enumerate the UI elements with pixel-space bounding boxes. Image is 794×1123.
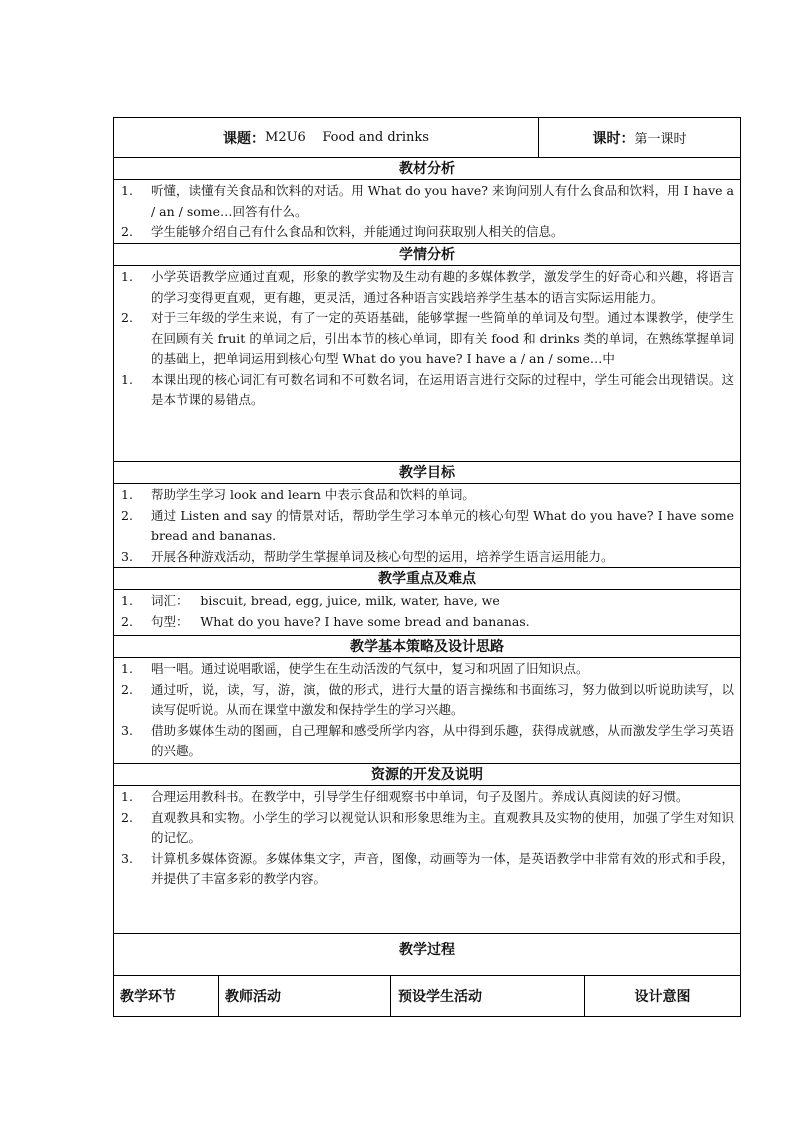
item-number: 1. bbox=[121, 487, 133, 502]
column-header-student: 预设学生活动 bbox=[391, 976, 585, 1016]
item-text: 借助多媒体生动的图画，自己理解和感受所学内容，从中得到乐趣，获得成就感，从而激发学生学习英语的兴趣。 bbox=[151, 722, 734, 758]
topic-label: 课题： bbox=[223, 130, 266, 147]
item-text: 小学英语教学应通过直观，形象的教学实物及生动有趣的多媒体教学，激发学生的好奇心和兴趣，将语言的学习变得更直观，更有趣，更灵活，通过各种语言实践培养学生基本的语言实际运用能力。 bbox=[151, 269, 734, 305]
item-text: 唱一唱。通过说唱歌谣，使学生在生动活泼的气氛中，复习和巩固了旧知识点。 bbox=[151, 661, 589, 676]
item-number: 2. bbox=[121, 224, 133, 239]
list-item bbox=[120, 181, 734, 222]
list-item bbox=[120, 267, 734, 308]
item-number: 1. bbox=[121, 593, 133, 608]
list-item bbox=[120, 612, 734, 633]
title-row bbox=[113, 117, 741, 157]
section-body bbox=[113, 785, 741, 933]
item-number: 1. bbox=[121, 789, 133, 804]
list-item bbox=[120, 787, 734, 808]
list-item bbox=[120, 370, 734, 411]
item-number: 2. bbox=[121, 681, 133, 697]
list-item bbox=[120, 721, 734, 762]
column-header-teacher: 教师活动 bbox=[219, 976, 391, 1016]
period-label: 课时： bbox=[592, 130, 635, 147]
section-body bbox=[113, 265, 741, 461]
section-body bbox=[113, 657, 741, 763]
topic-cell bbox=[114, 118, 539, 157]
item-text: 计算机多媒体资源。多媒体集文字，声音，图像，动画等为一体，是英语教学中非常有效的形式和手段，并提供了丰富多彩的教学内容。 bbox=[151, 850, 734, 886]
item-number: 3. bbox=[121, 548, 133, 564]
item-number: 1. bbox=[121, 183, 133, 198]
section-heading: 教学基本策略及设计思路 bbox=[113, 635, 741, 657]
period-cell bbox=[539, 118, 740, 157]
topic-value: M2U6 Food and drinks bbox=[265, 130, 429, 145]
item-text: 直观教具和实物。小学生的学习以视觉认识和形象思维为主。直观教具及实物的使用，加强了学生对知识的记忆。 bbox=[151, 809, 734, 845]
item-number: 1. bbox=[121, 371, 133, 387]
list-item bbox=[120, 506, 734, 547]
item-text: 学生能够介绍自己有什么食品和饮料，并能通过询问获取别人相关的信息。 bbox=[151, 224, 564, 239]
item-number: 1. bbox=[121, 661, 133, 676]
section-heading: 学情分析 bbox=[113, 243, 741, 265]
item-text: 句型： What do you have? I have some bread and bananas. bbox=[151, 613, 530, 629]
list-item bbox=[120, 222, 734, 243]
process-columns-row bbox=[113, 975, 741, 1017]
item-number: 3. bbox=[121, 722, 133, 738]
list-item bbox=[120, 485, 734, 506]
list-item bbox=[120, 308, 734, 370]
item-number: 1. bbox=[121, 269, 133, 284]
column-header-stage: 教学环节 bbox=[114, 976, 219, 1016]
lesson-plan-table bbox=[113, 117, 741, 1017]
item-text: 听懂，读懂有关食品和饮料的对话。用 What do you have? 来询问别人有什么食品和饮料，用 I have a / an / some…回答有什么。 bbox=[151, 183, 734, 219]
item-text: 帮助学生学习 look and learn 中表示食品和饮料的单词。 bbox=[151, 487, 475, 502]
item-number: 3. bbox=[121, 850, 133, 866]
list-item bbox=[120, 849, 734, 890]
list-item bbox=[120, 808, 734, 849]
period-value: 第一课时 bbox=[634, 132, 687, 147]
section-heading: 教材分析 bbox=[113, 157, 741, 179]
item-text: 通过 Listen and say 的情景对话，帮助学生学习本单元的核心句型 What do you have? I have some bread and bananas. bbox=[151, 507, 734, 543]
item-text: 开展各种游戏活动，帮助学生掌握单词及核心句型的运用，培养学生语言运用能力。 bbox=[151, 548, 614, 564]
section-body bbox=[113, 483, 741, 567]
list-item bbox=[120, 547, 734, 568]
section-heading: 教学目标 bbox=[113, 461, 741, 483]
item-number: 2. bbox=[121, 310, 133, 325]
item-number: 2. bbox=[121, 507, 133, 523]
list-item bbox=[120, 591, 734, 612]
column-header-intent: 设计意图 bbox=[634, 989, 691, 1005]
list-item bbox=[120, 680, 734, 721]
section-body bbox=[113, 179, 741, 243]
section-heading: 资源的开发及说明 bbox=[113, 763, 741, 785]
section-heading: 教学重点及难点 bbox=[113, 567, 741, 589]
item-text: 通过听，说，读，写，游，演，做的形式，进行大量的语言操练和书面练习，努力做到以听说助读写，以读写促听说。从而在课堂中激发和保持学生的学习兴趣。 bbox=[151, 681, 734, 717]
item-text: 本课出现的核心词汇有可数名词和不可数名词，在运用语言进行交际的过程中，学生可能会出现错误。这是本节课的易错点。 bbox=[151, 371, 734, 407]
section-body bbox=[113, 589, 741, 635]
process-heading: 教学过程 bbox=[113, 933, 741, 975]
list-item bbox=[120, 659, 734, 680]
item-number: 2. bbox=[121, 809, 133, 825]
item-text: 词汇： biscuit, bread, egg, juice, milk, water, have, we bbox=[151, 593, 500, 608]
item-number: 2. bbox=[121, 613, 133, 629]
item-text: 对于三年级的学生来说，有了一定的英语基础，能够掌握一些简单的单词及句型。通过本课教学，使学生在回顾有关 fruit 的单词之后，引出本节的核心单词，即有关 food 和 drinks 类的单词，在熟练掌握单词的基础上，把单词运用到核心句型 What do you have? I have a / an / some…中 bbox=[151, 310, 734, 366]
item-text: 合理运用教科书。在教学中，引导学生仔细观察书中单词，句子及图片。养成认真阅读的好习惯。 bbox=[151, 789, 689, 804]
